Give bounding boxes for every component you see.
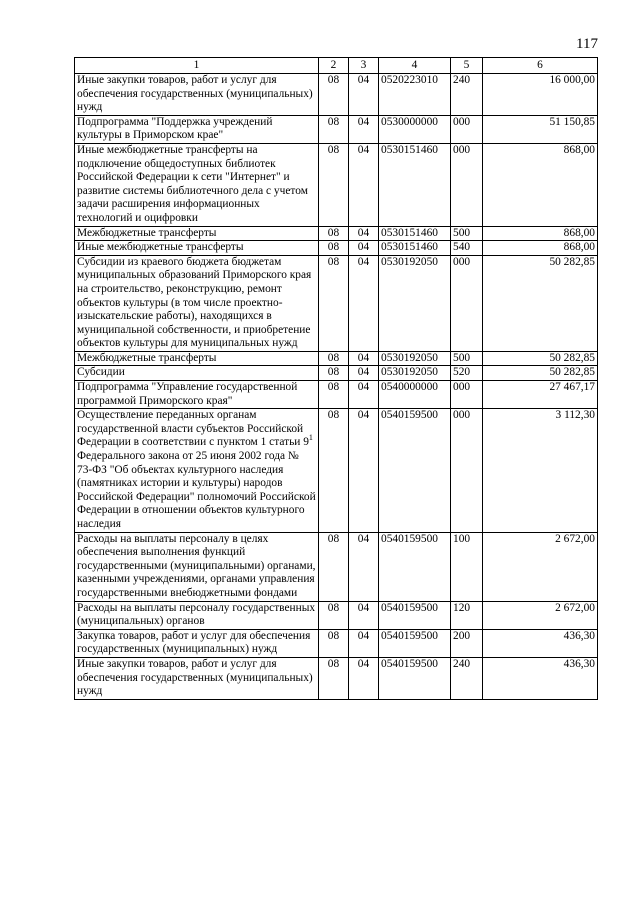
row-expense-type: 520	[451, 366, 483, 381]
row-subsection: 04	[349, 629, 379, 657]
table-row	[75, 409, 598, 532]
row-name: Иные закупки товаров, работ и услуг для обеспечения государственных (муниципальных) нужд	[75, 657, 319, 699]
row-target-code: 0530192050	[379, 366, 451, 381]
table-row	[75, 366, 598, 381]
row-name: Расходы на выплаты персоналу государственных (муниципальных) органов	[75, 601, 319, 629]
row-expense-type: 000	[451, 115, 483, 143]
row-name: Межбюджетные трансферты	[75, 226, 319, 241]
row-expense-type: 000	[451, 143, 483, 226]
row-amount: 50 282,85	[483, 351, 598, 366]
row-name: Иные межбюджетные трансферты	[75, 241, 319, 256]
row-target-code: 0520223010	[379, 74, 451, 116]
row-target-code: 0530000000	[379, 115, 451, 143]
row-expense-type: 500	[451, 226, 483, 241]
row-amount: 868,00	[483, 241, 598, 256]
row-target-code: 0540159500	[379, 409, 451, 532]
row-subsection: 04	[349, 657, 379, 699]
row-amount: 2 672,00	[483, 601, 598, 629]
row-expense-type: 240	[451, 74, 483, 116]
row-section: 08	[319, 657, 349, 699]
row-target-code: 0540159500	[379, 532, 451, 601]
table-row	[75, 381, 598, 409]
row-subsection: 04	[349, 241, 379, 256]
row-subsection: 04	[349, 601, 379, 629]
row-amount: 50 282,85	[483, 366, 598, 381]
row-name: Иные закупки товаров, работ и услуг для обеспечения государственных (муниципальных) нужд	[75, 74, 319, 116]
row-subsection: 04	[349, 532, 379, 601]
row-section: 08	[319, 143, 349, 226]
row-amount: 868,00	[483, 226, 598, 241]
row-expense-type: 000	[451, 255, 483, 351]
row-amount: 3 112,30	[483, 409, 598, 532]
table-row	[75, 657, 598, 699]
row-expense-type: 000	[451, 381, 483, 409]
row-section: 08	[319, 351, 349, 366]
row-expense-type: 200	[451, 629, 483, 657]
table-row	[75, 241, 598, 256]
column-header: 3	[349, 58, 379, 74]
table-row	[75, 74, 598, 116]
row-section: 08	[319, 74, 349, 116]
row-name: Межбюджетные трансферты	[75, 351, 319, 366]
row-section: 08	[319, 366, 349, 381]
row-target-code: 0530192050	[379, 351, 451, 366]
row-name: Подпрограмма "Поддержка учреждений культуры в Приморском крае"	[75, 115, 319, 143]
row-expense-type: 000	[451, 409, 483, 532]
row-subsection: 04	[349, 74, 379, 116]
row-section: 08	[319, 409, 349, 532]
row-target-code: 0540159500	[379, 601, 451, 629]
column-header: 1	[75, 58, 319, 74]
row-section: 08	[319, 241, 349, 256]
row-section: 08	[319, 381, 349, 409]
row-expense-type: 500	[451, 351, 483, 366]
row-subsection: 04	[349, 409, 379, 532]
row-name-part: Осуществление переданных органам государственной власти субъектов Российской Федерации в соответствии с пунктом 1 статьи 9	[77, 409, 309, 449]
table-row	[75, 351, 598, 366]
table-row	[75, 532, 598, 601]
row-expense-type: 240	[451, 657, 483, 699]
row-section: 08	[319, 532, 349, 601]
row-amount: 51 150,85	[483, 115, 598, 143]
row-subsection: 04	[349, 351, 379, 366]
budget-table	[74, 57, 598, 700]
row-amount: 27 467,17	[483, 381, 598, 409]
row-target-code: 0530151460	[379, 241, 451, 256]
row-section: 08	[319, 226, 349, 241]
column-header: 6	[483, 58, 598, 74]
row-section: 08	[319, 115, 349, 143]
row-subsection: 04	[349, 115, 379, 143]
row-name: Подпрограмма "Управление государственной программой Приморского края"	[75, 381, 319, 409]
row-target-code: 0540000000	[379, 381, 451, 409]
row-amount: 2 672,00	[483, 532, 598, 601]
row-section: 08	[319, 255, 349, 351]
row-name: Иные межбюджетные трансферты на подключение общедоступных библиотек Российской Федерации к сети "Интернет" и развитие системы библиотечного дела с учетом задачи расширения информационных технологий и оцифровки	[75, 143, 319, 226]
footnote-superscript: 1	[308, 433, 313, 443]
row-target-code: 0530192050	[379, 255, 451, 351]
row-subsection: 04	[349, 226, 379, 241]
page-number: 117	[576, 36, 598, 52]
row-section: 08	[319, 601, 349, 629]
row-subsection: 04	[349, 381, 379, 409]
row-name: Закупка товаров, работ и услуг для обеспечения государственных (муниципальных) нужд	[75, 629, 319, 657]
header-row	[75, 58, 598, 74]
row-subsection: 04	[349, 255, 379, 351]
row-amount: 436,30	[483, 657, 598, 699]
row-expense-type: 100	[451, 532, 483, 601]
column-header: 4	[379, 58, 451, 74]
row-amount: 50 282,85	[483, 255, 598, 351]
row-target-code: 0530151460	[379, 226, 451, 241]
table-row	[75, 601, 598, 629]
row-amount: 16 000,00	[483, 74, 598, 116]
row-target-code: 0530151460	[379, 143, 451, 226]
row-target-code: 0540159500	[379, 629, 451, 657]
row-target-code: 0540159500	[379, 657, 451, 699]
table-row	[75, 143, 598, 226]
row-amount: 868,00	[483, 143, 598, 226]
row-name-part: Федерального закона от 25 июня 2002 года № 73-ФЗ "Об объектах культурного наследия (памятниках истории и культуры) народов Российской Федерации" полномочий Российской Федерации в отношении объектов культурного наследия	[77, 450, 316, 530]
row-name: Расходы на выплаты персоналу в целях обеспечения выполнения функций государственными (муниципальными) органами, казенными учреждениями, органами управления государственными внебюджетными фондами	[75, 532, 319, 601]
table-row	[75, 629, 598, 657]
column-header: 5	[451, 58, 483, 74]
row-subsection: 04	[349, 366, 379, 381]
table-row	[75, 255, 598, 351]
table-row	[75, 226, 598, 241]
row-section: 08	[319, 629, 349, 657]
row-name: Субсидии	[75, 366, 319, 381]
row-name: Субсидии из краевого бюджета бюджетам муниципальных образований Приморского края на строительство, реконструкцию, ремонт объектов культуры (в том числе проектно-изыскательские работы), находящихся в муниципальной собственности, и приобретение объектов культуры для муниципальных нужд	[75, 255, 319, 351]
row-name	[75, 409, 319, 532]
row-expense-type: 540	[451, 241, 483, 256]
row-expense-type: 120	[451, 601, 483, 629]
table-row	[75, 115, 598, 143]
column-header: 2	[319, 58, 349, 74]
row-subsection: 04	[349, 143, 379, 226]
row-amount: 436,30	[483, 629, 598, 657]
